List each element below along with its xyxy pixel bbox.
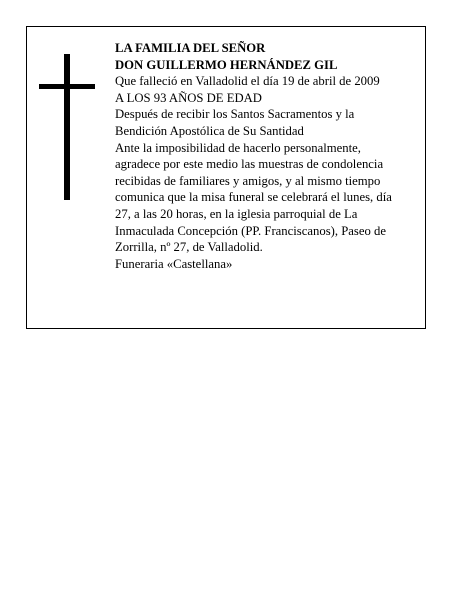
heading-line-family: LA FAMILIA DEL SEÑOR	[115, 41, 266, 55]
funeral-line-2: 27, a las 20 horas, en la iglesia parroquial de La	[115, 206, 358, 221]
funeral-home-line: Funeraria «Castellana»	[115, 256, 233, 271]
funeral-line-3: Inmaculada Concepción (PP. Franciscanos), Paseo de	[115, 223, 386, 238]
heading-line-name: DON GUILLERMO HERNÁNDEZ GIL	[115, 57, 338, 72]
thanks-line-1: Ante la imposibilidad de hacerlo personalmente,	[115, 140, 361, 155]
cross-horizontal-bar	[39, 84, 95, 89]
death-date-line: Que falleció en Valladolid el día 19 de abril de 2009	[115, 74, 380, 89]
funeral-line-1: comunica que la misa funeral se celebrará el lunes, día	[115, 190, 392, 205]
sacraments-line-2: Bendición Apostólica de Su Santidad	[115, 123, 304, 138]
obituary-notice	[26, 26, 426, 329]
thanks-line-2: agradece por este medio las muestras de condolencia	[115, 157, 384, 172]
thanks-line-3: recibidas de familiares y amigos, y al mismo tiempo	[115, 173, 381, 188]
notice-text	[115, 40, 415, 272]
age-line: A LOS 93 AÑOS DE EDAD	[115, 90, 262, 105]
sacraments-line-1: Después de recibir los Santos Sacramentos y la	[115, 107, 355, 122]
latin-cross-icon	[39, 54, 95, 200]
cross-vertical-bar	[64, 54, 70, 200]
funeral-line-4: Zorrilla, nº 27, de Valladolid.	[115, 240, 263, 255]
